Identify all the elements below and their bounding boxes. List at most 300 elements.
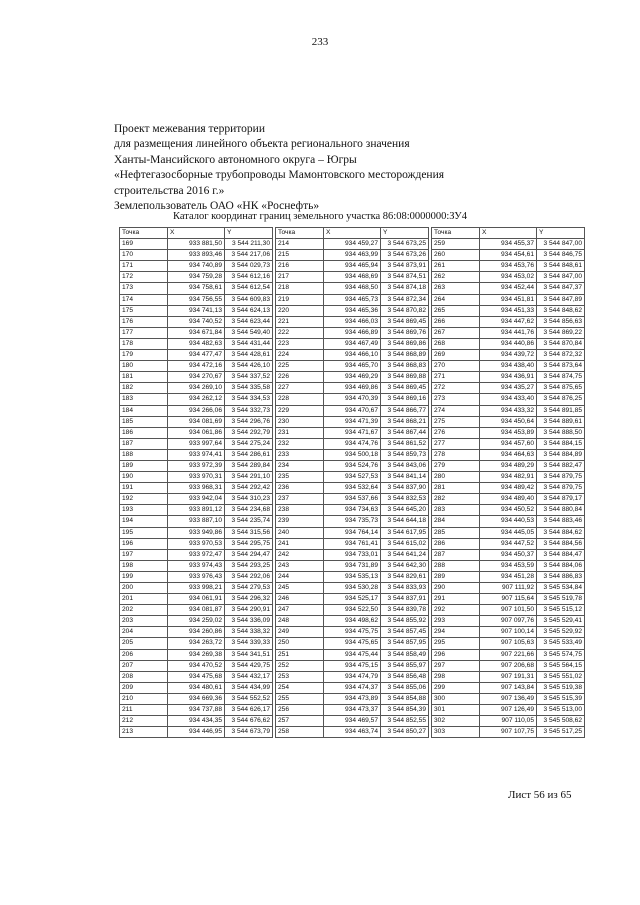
table-row xyxy=(432,671,585,682)
y-coordinate-cell: 3 544 294,47 xyxy=(225,549,273,560)
point-number-cell: 169 xyxy=(120,239,168,250)
y-coordinate-cell: 3 544 866,77 xyxy=(381,405,429,416)
table-row xyxy=(276,305,429,316)
y-coordinate-cell: 3 544 286,61 xyxy=(225,449,273,460)
y-coordinate-cell: 3 544 612,16 xyxy=(225,272,273,283)
x-coordinate-cell: 934 447,52 xyxy=(480,538,537,549)
table-row xyxy=(120,671,273,682)
y-coordinate-cell: 3 544 615,02 xyxy=(381,538,429,549)
point-number-cell: 203 xyxy=(120,616,168,627)
x-coordinate-cell: 933 997,64 xyxy=(168,438,225,449)
y-coordinate-cell: 3 544 626,17 xyxy=(225,705,273,716)
table-row xyxy=(432,305,585,316)
y-coordinate-cell: 3 544 882,47 xyxy=(537,460,585,471)
y-coordinate-cell: 3 544 609,83 xyxy=(225,294,273,305)
point-number-cell: 193 xyxy=(120,505,168,516)
y-coordinate-cell: 3 544 837,91 xyxy=(381,594,429,605)
y-coordinate-cell: 3 544 880,84 xyxy=(537,505,585,516)
table-row xyxy=(432,494,585,505)
point-number-cell: 170 xyxy=(120,250,168,261)
x-coordinate-cell: 934 740,52 xyxy=(168,316,225,327)
y-coordinate-cell: 3 544 290,91 xyxy=(225,605,273,616)
y-coordinate-cell: 3 544 872,32 xyxy=(537,350,585,361)
point-number-cell: 277 xyxy=(432,438,480,449)
y-coordinate-cell: 3 544 434,99 xyxy=(225,682,273,693)
x-coordinate-cell: 933 974,43 xyxy=(168,560,225,571)
point-number-cell: 223 xyxy=(276,338,324,349)
point-number-cell: 171 xyxy=(120,261,168,272)
table-row xyxy=(432,394,585,405)
sheet-footer: Лист 56 из 65 xyxy=(508,789,572,801)
x-coordinate-cell: 934 433,32 xyxy=(480,405,537,416)
point-number-cell: 278 xyxy=(432,449,480,460)
x-coordinate-cell: 934 451,28 xyxy=(480,571,537,582)
x-coordinate-cell: 933 881,50 xyxy=(168,239,225,250)
x-coordinate-cell: 907 111,92 xyxy=(480,583,537,594)
point-number-cell: 279 xyxy=(432,460,480,471)
table-row xyxy=(276,705,429,716)
header-line: для размещения линейного объекта регионального значения xyxy=(114,138,410,151)
x-coordinate-cell: 934 735,73 xyxy=(324,516,381,527)
point-number-cell: 270 xyxy=(432,361,480,372)
table-row xyxy=(432,483,585,494)
x-coordinate-cell: 934 262,12 xyxy=(168,394,225,405)
y-coordinate-cell: 3 544 235,74 xyxy=(225,516,273,527)
y-coordinate-cell: 3 544 292,06 xyxy=(225,571,273,582)
x-coordinate-cell: 934 498,62 xyxy=(324,616,381,627)
table-row xyxy=(120,338,273,349)
table-row xyxy=(120,594,273,605)
y-coordinate-cell: 3 544 889,61 xyxy=(537,416,585,427)
point-number-cell: 268 xyxy=(432,338,480,349)
x-coordinate-cell: 933 972,47 xyxy=(168,549,225,560)
point-number-cell: 263 xyxy=(432,283,480,294)
table-row xyxy=(276,616,429,627)
table-row xyxy=(432,294,585,305)
x-coordinate-cell: 934 527,53 xyxy=(324,472,381,483)
table-row xyxy=(276,671,429,682)
y-coordinate-cell: 3 544 879,75 xyxy=(537,472,585,483)
point-number-cell: 290 xyxy=(432,583,480,594)
x-coordinate-cell: 933 970,53 xyxy=(168,538,225,549)
point-number-cell: 222 xyxy=(276,327,324,338)
x-coordinate-cell: 934 671,84 xyxy=(168,327,225,338)
x-coordinate-cell: 907 110,05 xyxy=(480,716,537,727)
y-coordinate-cell: 3 544 857,45 xyxy=(381,627,429,638)
point-number-cell: 292 xyxy=(432,605,480,616)
y-coordinate-cell: 3 544 289,84 xyxy=(225,460,273,471)
y-coordinate-cell: 3 544 858,49 xyxy=(381,649,429,660)
coordinate-table xyxy=(431,227,585,738)
point-number-cell: 200 xyxy=(120,583,168,594)
y-coordinate-cell: 3 544 869,45 xyxy=(381,316,429,327)
column-header-point: Точка xyxy=(432,228,480,239)
point-number-cell: 261 xyxy=(432,261,480,272)
table-row xyxy=(432,583,585,594)
table-row xyxy=(276,549,429,560)
y-coordinate-cell: 3 544 279,53 xyxy=(225,583,273,594)
table-row xyxy=(120,705,273,716)
y-coordinate-cell: 3 544 310,23 xyxy=(225,494,273,505)
table-row xyxy=(276,693,429,704)
x-coordinate-cell: 934 761,41 xyxy=(324,538,381,549)
x-coordinate-cell: 934 737,88 xyxy=(168,705,225,716)
x-coordinate-cell: 934 450,52 xyxy=(480,505,537,516)
point-number-cell: 172 xyxy=(120,272,168,283)
table-row xyxy=(276,327,429,338)
point-number-cell: 191 xyxy=(120,483,168,494)
table-row xyxy=(432,338,585,349)
point-number-cell: 286 xyxy=(432,538,480,549)
y-coordinate-cell: 3 544 884,06 xyxy=(537,560,585,571)
y-coordinate-cell: 3 544 886,83 xyxy=(537,571,585,582)
point-number-cell: 280 xyxy=(432,472,480,483)
point-number-cell: 211 xyxy=(120,705,168,716)
y-coordinate-cell: 3 545 515,39 xyxy=(537,693,585,704)
point-number-cell: 247 xyxy=(276,605,324,616)
y-coordinate-cell: 3 544 850,27 xyxy=(381,727,429,738)
table-row xyxy=(276,560,429,571)
y-coordinate-cell: 3 544 829,61 xyxy=(381,571,429,582)
point-number-cell: 266 xyxy=(432,316,480,327)
y-coordinate-cell: 3 544 856,63 xyxy=(537,316,585,327)
table-row xyxy=(276,250,429,261)
x-coordinate-cell: 934 263,72 xyxy=(168,638,225,649)
x-coordinate-cell: 934 441,76 xyxy=(480,327,537,338)
point-number-cell: 187 xyxy=(120,438,168,449)
y-coordinate-cell: 3 544 624,13 xyxy=(225,305,273,316)
table-row xyxy=(120,583,273,594)
x-coordinate-cell: 934 463,74 xyxy=(324,727,381,738)
x-coordinate-cell: 907 101,50 xyxy=(480,605,537,616)
x-coordinate-cell: 934 463,99 xyxy=(324,250,381,261)
x-coordinate-cell: 933 891,12 xyxy=(168,505,225,516)
table-row xyxy=(432,261,585,272)
x-coordinate-cell: 934 472,16 xyxy=(168,361,225,372)
y-coordinate-cell: 3 544 673,25 xyxy=(381,239,429,250)
table-row xyxy=(432,350,585,361)
y-coordinate-cell: 3 544 429,75 xyxy=(225,660,273,671)
table-row xyxy=(432,682,585,693)
point-number-cell: 249 xyxy=(276,627,324,638)
y-coordinate-cell: 3 545 513,00 xyxy=(537,705,585,716)
y-coordinate-cell: 3 544 874,75 xyxy=(537,372,585,383)
x-coordinate-cell: 934 445,05 xyxy=(480,527,537,538)
y-coordinate-cell: 3 544 645,20 xyxy=(381,505,429,516)
table-row xyxy=(276,638,429,649)
x-coordinate-cell: 934 480,61 xyxy=(168,682,225,693)
x-coordinate-cell: 934 474,79 xyxy=(324,671,381,682)
table-row xyxy=(276,361,429,372)
point-number-cell: 219 xyxy=(276,294,324,305)
header-line: Землепользователь ОАО «НК «Роснефть» xyxy=(114,200,320,213)
table-row xyxy=(120,283,273,294)
table-row xyxy=(120,483,273,494)
table-row xyxy=(432,361,585,372)
x-coordinate-cell: 934 489,29 xyxy=(480,460,537,471)
x-coordinate-cell: 933 949,86 xyxy=(168,527,225,538)
y-coordinate-cell: 3 544 335,58 xyxy=(225,383,273,394)
header-line: Ханты-Мансийского автономного округа – Югры xyxy=(114,153,357,166)
y-coordinate-cell: 3 544 848,61 xyxy=(537,261,585,272)
x-coordinate-cell: 934 440,86 xyxy=(480,338,537,349)
x-coordinate-cell: 934 061,86 xyxy=(168,427,225,438)
y-coordinate-cell: 3 544 855,92 xyxy=(381,616,429,627)
point-number-cell: 254 xyxy=(276,682,324,693)
x-coordinate-cell: 907 100,14 xyxy=(480,627,537,638)
table-row xyxy=(432,649,585,660)
point-number-cell: 194 xyxy=(120,516,168,527)
y-coordinate-cell: 3 544 291,10 xyxy=(225,472,273,483)
table-row xyxy=(120,383,273,394)
point-number-cell: 228 xyxy=(276,394,324,405)
table-row xyxy=(276,627,429,638)
x-coordinate-cell: 934 440,53 xyxy=(480,516,537,527)
y-coordinate-cell: 3 544 879,75 xyxy=(537,483,585,494)
table-row xyxy=(120,272,273,283)
table-row xyxy=(432,660,585,671)
table-row xyxy=(120,438,273,449)
y-coordinate-cell: 3 544 856,48 xyxy=(381,671,429,682)
point-number-cell: 244 xyxy=(276,571,324,582)
table-header-row xyxy=(276,228,429,239)
point-number-cell: 195 xyxy=(120,527,168,538)
y-coordinate-cell: 3 544 431,44 xyxy=(225,338,273,349)
point-number-cell: 285 xyxy=(432,527,480,538)
point-number-cell: 256 xyxy=(276,705,324,716)
point-number-cell: 209 xyxy=(120,682,168,693)
y-coordinate-cell: 3 545 529,92 xyxy=(537,627,585,638)
table-row xyxy=(432,571,585,582)
point-number-cell: 237 xyxy=(276,494,324,505)
x-coordinate-cell: 934 446,95 xyxy=(168,727,225,738)
table-row xyxy=(120,716,273,727)
table-row xyxy=(120,416,273,427)
table-row xyxy=(276,394,429,405)
y-coordinate-cell: 3 544 874,51 xyxy=(381,272,429,283)
point-number-cell: 273 xyxy=(432,394,480,405)
table-row xyxy=(432,272,585,283)
table-row xyxy=(120,460,273,471)
y-coordinate-cell: 3 544 841,14 xyxy=(381,472,429,483)
x-coordinate-cell: 934 475,15 xyxy=(324,660,381,671)
x-coordinate-cell: 934 269,10 xyxy=(168,383,225,394)
point-number-cell: 190 xyxy=(120,472,168,483)
y-coordinate-cell: 3 544 292,79 xyxy=(225,427,273,438)
y-coordinate-cell: 3 544 869,86 xyxy=(381,338,429,349)
x-coordinate-cell: 934 465,36 xyxy=(324,305,381,316)
y-coordinate-cell: 3 544 426,10 xyxy=(225,361,273,372)
y-coordinate-cell: 3 544 217,06 xyxy=(225,250,273,261)
point-number-cell: 178 xyxy=(120,338,168,349)
y-coordinate-cell: 3 544 869,76 xyxy=(381,327,429,338)
y-coordinate-cell: 3 544 337,52 xyxy=(225,372,273,383)
table-row xyxy=(276,405,429,416)
table-row xyxy=(276,416,429,427)
point-number-cell: 252 xyxy=(276,660,324,671)
table-row xyxy=(276,494,429,505)
x-coordinate-cell: 907 126,49 xyxy=(480,705,537,716)
point-number-cell: 251 xyxy=(276,649,324,660)
y-coordinate-cell: 3 545 534,84 xyxy=(537,583,585,594)
table-row xyxy=(432,594,585,605)
point-number-cell: 183 xyxy=(120,394,168,405)
x-coordinate-cell: 907 097,76 xyxy=(480,616,537,627)
point-number-cell: 233 xyxy=(276,449,324,460)
x-coordinate-cell: 934 734,63 xyxy=(324,505,381,516)
x-coordinate-cell: 934 475,44 xyxy=(324,649,381,660)
point-number-cell: 235 xyxy=(276,472,324,483)
point-number-cell: 294 xyxy=(432,627,480,638)
x-coordinate-cell: 934 475,65 xyxy=(324,638,381,649)
x-coordinate-cell: 934 469,57 xyxy=(324,716,381,727)
x-coordinate-cell: 934 477,47 xyxy=(168,350,225,361)
table-row xyxy=(120,427,273,438)
table-row xyxy=(120,527,273,538)
y-coordinate-cell: 3 544 833,93 xyxy=(381,583,429,594)
y-coordinate-cell: 3 544 338,32 xyxy=(225,627,273,638)
table-header-row xyxy=(432,228,585,239)
table-row xyxy=(120,605,273,616)
x-coordinate-cell: 907 115,64 xyxy=(480,594,537,605)
x-coordinate-cell: 934 500,18 xyxy=(324,449,381,460)
y-coordinate-cell: 3 544 861,52 xyxy=(381,438,429,449)
x-coordinate-cell: 907 206,68 xyxy=(480,660,537,671)
point-number-cell: 287 xyxy=(432,549,480,560)
x-coordinate-cell: 934 482,63 xyxy=(168,338,225,349)
column-header-x: X xyxy=(324,228,381,239)
point-number-cell: 205 xyxy=(120,638,168,649)
table-row xyxy=(120,516,273,527)
y-coordinate-cell: 3 544 029,73 xyxy=(225,261,273,272)
x-coordinate-cell: 934 465,73 xyxy=(324,294,381,305)
point-number-cell: 184 xyxy=(120,405,168,416)
point-number-cell: 269 xyxy=(432,350,480,361)
y-coordinate-cell: 3 544 617,95 xyxy=(381,527,429,538)
point-number-cell: 276 xyxy=(432,427,480,438)
x-coordinate-cell: 934 525,17 xyxy=(324,594,381,605)
column-header-y: Y xyxy=(225,228,273,239)
x-coordinate-cell: 934 489,42 xyxy=(480,483,537,494)
table-row xyxy=(276,272,429,283)
point-number-cell: 262 xyxy=(432,272,480,283)
y-coordinate-cell: 3 544 832,53 xyxy=(381,494,429,505)
y-coordinate-cell: 3 544 847,37 xyxy=(537,283,585,294)
point-number-cell: 206 xyxy=(120,649,168,660)
table-row xyxy=(432,416,585,427)
x-coordinate-cell: 934 451,33 xyxy=(480,305,537,316)
x-coordinate-cell: 933 887,10 xyxy=(168,516,225,527)
table-row xyxy=(120,538,273,549)
point-number-cell: 245 xyxy=(276,583,324,594)
point-number-cell: 303 xyxy=(432,727,480,738)
table-header-row xyxy=(120,228,273,239)
x-coordinate-cell: 934 759,28 xyxy=(168,272,225,283)
point-number-cell: 297 xyxy=(432,660,480,671)
y-coordinate-cell: 3 544 292,42 xyxy=(225,483,273,494)
y-coordinate-cell: 3 545 574,75 xyxy=(537,649,585,660)
point-number-cell: 240 xyxy=(276,527,324,538)
table-row xyxy=(276,649,429,660)
y-coordinate-cell: 3 544 854,88 xyxy=(381,693,429,704)
point-number-cell: 218 xyxy=(276,283,324,294)
table-row xyxy=(432,472,585,483)
point-number-cell: 214 xyxy=(276,239,324,250)
point-number-cell: 234 xyxy=(276,460,324,471)
point-number-cell: 176 xyxy=(120,316,168,327)
column-header-x: X xyxy=(480,228,537,239)
y-coordinate-cell: 3 544 884,89 xyxy=(537,449,585,460)
column-header-point: Точка xyxy=(120,228,168,239)
point-number-cell: 217 xyxy=(276,272,324,283)
x-coordinate-cell: 934 475,75 xyxy=(324,627,381,638)
x-coordinate-cell: 934 471,67 xyxy=(324,427,381,438)
y-coordinate-cell: 3 544 847,89 xyxy=(537,294,585,305)
y-coordinate-cell: 3 544 843,06 xyxy=(381,460,429,471)
table-row xyxy=(276,316,429,327)
x-coordinate-cell: 934 270,67 xyxy=(168,372,225,383)
table-row xyxy=(120,361,273,372)
table-row xyxy=(432,283,585,294)
point-number-cell: 215 xyxy=(276,250,324,261)
table-row xyxy=(432,438,585,449)
x-coordinate-cell: 934 469,86 xyxy=(324,383,381,394)
table-row xyxy=(120,449,273,460)
y-coordinate-cell: 3 544 432,17 xyxy=(225,671,273,682)
x-coordinate-cell: 934 471,39 xyxy=(324,416,381,427)
table-row xyxy=(432,538,585,549)
table-row xyxy=(432,372,585,383)
point-number-cell: 201 xyxy=(120,594,168,605)
point-number-cell: 207 xyxy=(120,660,168,671)
x-coordinate-cell: 934 470,67 xyxy=(324,405,381,416)
table-row xyxy=(432,705,585,716)
point-number-cell: 221 xyxy=(276,316,324,327)
table-row xyxy=(120,649,273,660)
column-header-y: Y xyxy=(537,228,585,239)
point-number-cell: 265 xyxy=(432,305,480,316)
point-number-cell: 202 xyxy=(120,605,168,616)
table-row xyxy=(276,682,429,693)
point-number-cell: 282 xyxy=(432,494,480,505)
x-coordinate-cell: 934 482,91 xyxy=(480,472,537,483)
point-number-cell: 255 xyxy=(276,693,324,704)
x-coordinate-cell: 934 473,89 xyxy=(324,693,381,704)
x-coordinate-cell: 934 081,69 xyxy=(168,416,225,427)
table-row xyxy=(276,483,429,494)
x-coordinate-cell: 934 466,10 xyxy=(324,350,381,361)
x-coordinate-cell: 934 537,66 xyxy=(324,494,381,505)
point-number-cell: 216 xyxy=(276,261,324,272)
table-row xyxy=(432,316,585,327)
y-coordinate-cell: 3 544 673,79 xyxy=(225,727,273,738)
point-number-cell: 242 xyxy=(276,549,324,560)
point-number-cell: 188 xyxy=(120,449,168,460)
x-coordinate-cell: 934 733,01 xyxy=(324,549,381,560)
x-coordinate-cell: 934 438,40 xyxy=(480,361,537,372)
y-coordinate-cell: 3 544 211,30 xyxy=(225,239,273,250)
x-coordinate-cell: 934 453,76 xyxy=(480,261,537,272)
table-row xyxy=(432,250,585,261)
table-row xyxy=(120,638,273,649)
x-coordinate-cell: 934 260,86 xyxy=(168,627,225,638)
x-coordinate-cell: 934 466,03 xyxy=(324,316,381,327)
point-number-cell: 189 xyxy=(120,460,168,471)
y-coordinate-cell: 3 544 839,78 xyxy=(381,605,429,616)
y-coordinate-cell: 3 544 296,76 xyxy=(225,416,273,427)
table-row xyxy=(120,505,273,516)
point-number-cell: 291 xyxy=(432,594,480,605)
